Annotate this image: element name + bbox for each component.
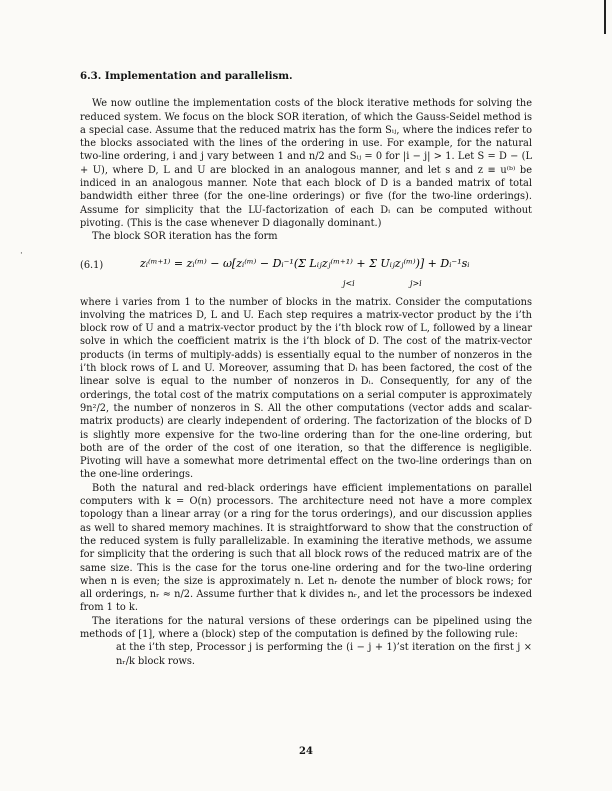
sum1-index: j<i [343, 278, 355, 288]
document-page [80, 70, 532, 668]
paragraph-parallel: Both the natural and red-black orderings have efficient implementations on parallel computers with k = O(n) processors. The architecture need not have a more complex topology than a linear array (or a ring for the torus orderings), and our discussion applies as well to shared memory machines. It is straightforward to show that the construction of the reduced system is fully parallelizable. In examining the iterative methods, we assume for simplicity that the ordering is such that all block rows of the reduced matrix are of the same size. This is the case for the torus one-line ordering and for the two-line ordering when n is even; the size is approximately n. Let nᵣ denote the number of block rows; for all orderings, nᵣ ≈ n/2. Assume further that k divides nᵣ, and let the processors be indexed from 1 to k. [80, 482, 532, 614]
scan-edge-mark [604, 0, 606, 34]
page-number: 24 [299, 746, 313, 757]
paragraph-computations: where i varies from 1 to the number of blocks in the matrix. Consider the computations involving the matrices D, L and U. Each step requires a matrix-vector product by the i’th block row of U and a matrix-vector product by the i’th block row of L, followed by a linear solve in which the coefficient matrix is the i’th block of D. The cost of the matrix-vector products (in terms of multiply-adds) is essentially equal to the number of nonzeros in the i’th block rows of L and U. Moreover, assuming that Dᵢ has been factored, the cost of the linear solve is equal to the number of nonzeros in Dᵢ. Consequently, for any of the orderings, the total cost of the matrix computations on a serial computer is approximately 9n²/2, the number of nonzeros in S. All the other computations (vector adds and scalar-matrix products) are clearly independent of ordering. The factorization of the blocks of D is slightly more expensive for the two-line ordering than for the one-line ordering, but both are of the order of the cost of one iteration, so that the difference is negligible. Pivoting will have a somewhat more detrimental effect on the two-line orderings than on the one-line orderings. [80, 296, 532, 481]
scan-speck: · [20, 249, 23, 259]
section-heading: 6.3. Implementation and parallelism. [80, 70, 293, 82]
paragraph-iteration-lead: The block SOR iteration has the form [92, 231, 278, 243]
sum2-index: j>i [410, 278, 422, 288]
equation-number: (6.1) [80, 259, 104, 271]
paragraph-intro: We now outline the implementation costs of the block iterative methods for solving the reduced system. We focus on the block SOR iteration, of which the Gauss-Seidel method is a special case. Assume that the reduced matrix has the form Sᵢⱼ, where the indices refer to the blocks associated with the lines of the ordering in use. For example, for the natural two-line ordering, i and j vary between 1 and n/2 and Sᵢⱼ = 0 for |i − j| > 1. Let S = D − (L + U), where D, L and U are blocked in an analogous manner, and let s and z ≡ u⁽ᵇ⁾ be indiced in an analogous manner. Note that each block of D is a banded matrix of total bandwidth either three (for the one-line orderings) or five (for the two-line orderings). Assume for simplicity that the LU-factorization of each Dᵢ can be computed without pivoting. (This is the case whenever D diagonally dominant.) [80, 98, 532, 229]
pipeline-rule: at the i’th step, Processor j is performing the (i − j + 1)’st iteration on the first j × nᵣ/k block rows. [116, 642, 532, 667]
equation-text: zᵢ⁽ᵐ⁺¹⁾ = zᵢ⁽ᵐ⁾ − ω[zᵢ⁽ᵐ⁾ − Dᵢ⁻¹(Σ Lᵢⱼzⱼ⁽ᵐ⁺¹⁾ + Σ Uᵢⱼzⱼ⁽ᵐ⁾)] + Dᵢ⁻¹sᵢ [140, 256, 470, 270]
equation-6-1 [80, 248, 532, 292]
paragraph-pipelined: The iterations for the natural versions of these orderings can be pipelined using the methods of [1], where a (block) step of the computation is defined by the following rule: [80, 615, 532, 640]
equation-formula [140, 248, 532, 292]
